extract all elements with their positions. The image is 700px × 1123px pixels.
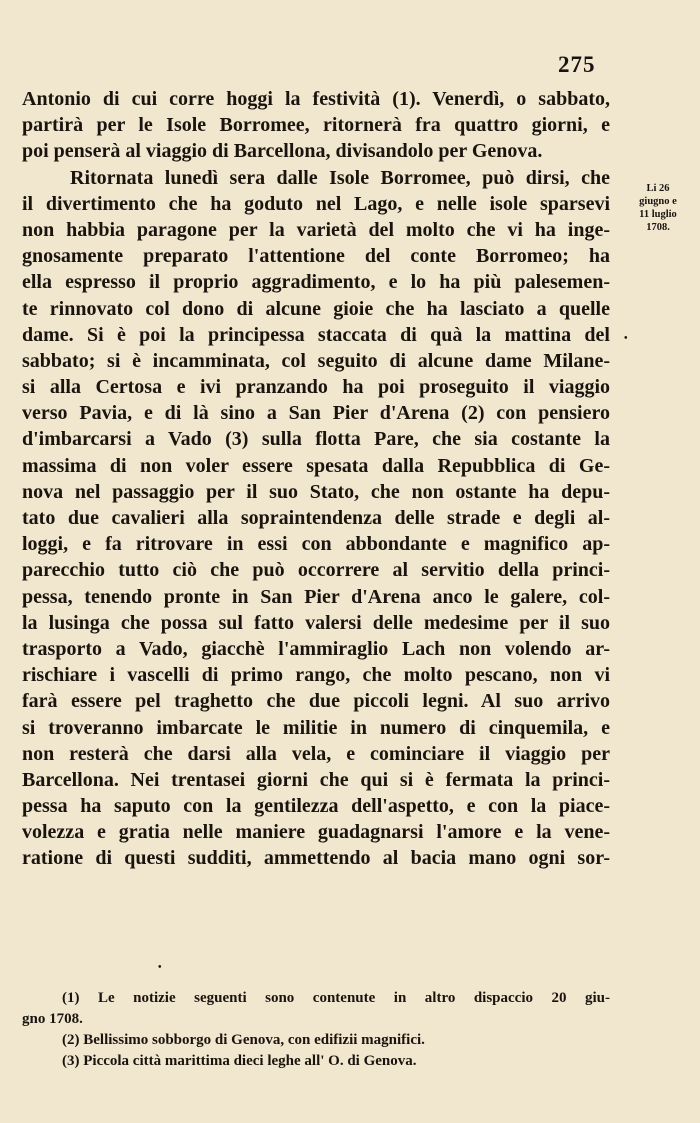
text-line: gnosamente preparato l'attentione del conte Borromeo; ha	[22, 245, 610, 268]
text-line: non resterà che darsi alla vela, e cominciare il viaggio per	[22, 742, 610, 765]
text-line: rischiare i vascelli di primo rango, che molto pescano, non vi	[22, 664, 610, 687]
text-line: il divertimento che ha goduto nel Lago, e nelle isole sparsevi	[22, 192, 610, 215]
footnote-1-continuation: gno 1708.	[22, 1011, 83, 1027]
text-line: ratione di questi sudditi, ammettendo al bacia mano ogni sor-	[22, 847, 610, 870]
text-line: volezza e gratia nelle maniere guadagnarsi l'amore e la vene-	[22, 821, 610, 844]
text-line: nova nel passaggio per il suo Stato, che non ostante ha depu-	[22, 480, 610, 503]
text-line: ella espresso il proprio aggradimento, e lo ha più palesemen-	[22, 271, 610, 294]
margin-note-line: 11 luglio	[639, 209, 677, 220]
text-line: Ritornata lunedì sera dalle Isole Borromee, può dirsi, che	[70, 166, 610, 189]
text-line: poi penserà al viaggio di Barcellona, divisandolo per Genova.	[22, 140, 543, 163]
text-line: tato due cavalieri alla sopraintendenza delle strade e degli al-	[22, 507, 610, 529]
text-line: si alla Certosa e ivi pranzando ha poi proseguito il viaggio	[22, 376, 610, 399]
margin-note-line: Li 26	[646, 183, 670, 194]
text-line: massima di non voler essere spesata dalla Repubblica di Ge-	[22, 454, 610, 477]
footnote-3: (3) Piccola città marittima dieci leghe all' O. di Genova.	[62, 1053, 417, 1069]
text-line: pessa, tenendo pronte in San Pier d'Arena anco le galere, col-	[22, 585, 610, 608]
text-line: trasporto a Vado, giacchè l'ammiraglio Lach non volendo ar-	[22, 637, 610, 660]
text-line: dame. Si è poi la principessa staccata di quà la mattina del	[22, 323, 610, 346]
text-line: loggi, e fa ritrovare in essi con abbondante e magnifico ap-	[22, 533, 610, 556]
text-line: si troveranno imbarcate le militie in numero di cinquemila, e	[22, 716, 610, 739]
footnotes	[22, 988, 610, 1072]
text-line: sabbato; si è incamminata, col seguito di alcune dame Milane-	[22, 349, 610, 372]
text-line: verso Pavia, e di là sino a San Pier d'Arena (2) con pensiero	[22, 402, 610, 425]
text-line: farà essere pel traghetto che due piccoli legni. Al suo arrivo	[22, 690, 610, 713]
text-line: non habbia paragone per la varietà del molto che vi ha inge-	[22, 218, 610, 241]
text-line: la lusinga che possa sul fatto valersi delle medesime per il suo	[22, 611, 610, 634]
footnote-separator-mark: •	[158, 962, 162, 973]
text-line: Antonio di cui corre hoggi la festività (1). Venerdì, o sabbato,	[22, 88, 610, 110]
page-number: 275	[558, 52, 596, 77]
footnote-1: (1) Le notizie seguenti sono contenute in altro dispaccio 20 giu-	[62, 990, 610, 1006]
text-line: te rinnovato col dono di alcune gioie che ha lasciato a quelle	[22, 297, 610, 320]
text-line: Barcellona. Nei trentasei giorni che qui si è fermata la princi-	[22, 768, 610, 791]
margin-note-line: 1708.	[646, 222, 670, 233]
text-line: d'imbarcarsi a Vado (3) sulla flotta Pare, che sia costante la	[22, 428, 610, 451]
footnote-2: (2) Bellissimo sobborgo di Genova, con edifizii magnifici.	[62, 1032, 425, 1048]
margin-note-date	[617, 182, 699, 234]
margin-dot: •	[624, 333, 628, 344]
text-line: pessa ha saputo con la gentilezza dell'aspetto, e con la piace-	[22, 795, 610, 818]
margin-note-line: giugno e	[639, 196, 677, 207]
text-line: partirà per le Isole Borromee, ritornerà fra quattro giorni, e	[22, 114, 610, 137]
text-line: parecchio tutto ciò che può occorrere al servitio della princi-	[22, 559, 610, 582]
body-text	[22, 86, 610, 872]
